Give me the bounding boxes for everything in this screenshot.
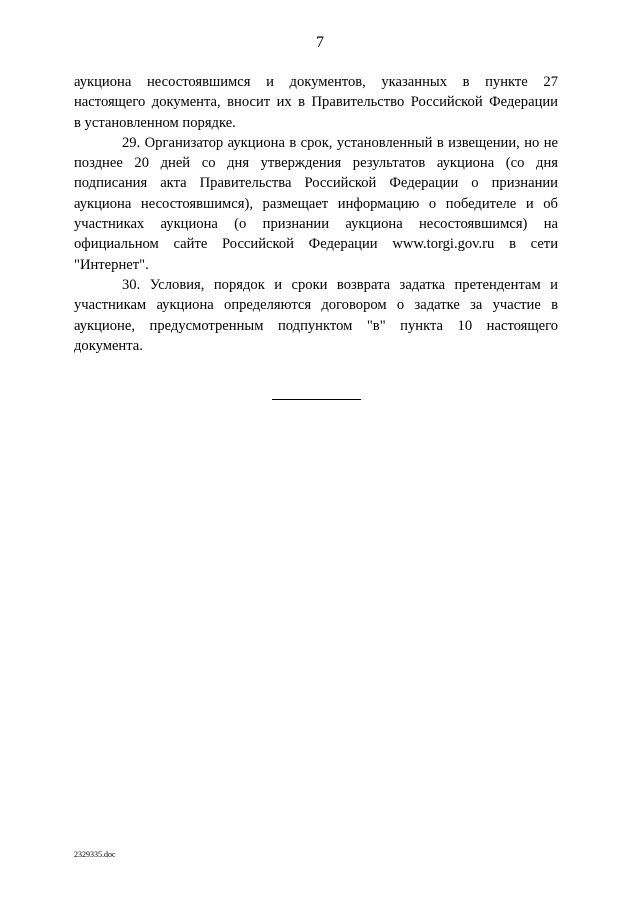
text-line: 29. Организатор аукциона в срок, установленный в извещении, но не — [122, 134, 558, 151]
document-body — [74, 72, 558, 356]
text-line: позднее 20 дней со дня утверждения результатов аукциона (со дня — [74, 155, 558, 172]
end-separator-line — [272, 399, 361, 400]
paragraph-30 — [74, 275, 558, 356]
text-line: документа. — [74, 337, 143, 354]
text-line: настоящего документа, вносит их в Правительство Российской Федерации — [74, 94, 558, 111]
text-line: аукционе, предусмотренным подпунктом "в" пункта 10 настоящего — [74, 317, 558, 334]
text-line: 30. Условия, порядок и сроки возврата задатка претендентам и — [122, 276, 558, 293]
text-line: аукциона несостоявшимся), размещает информацию о победителе и об — [74, 195, 558, 212]
text-line: "Интернет". — [74, 256, 149, 273]
page-number: 7 — [316, 34, 324, 51]
footer-filename: 2329335.doc — [74, 850, 116, 859]
text-line: в установленном порядке. — [74, 114, 236, 131]
text-line: участниках аукциона (о признании аукциона несостоявшимся) на — [74, 216, 558, 233]
text-line: официальном сайте Российской Федерации www.torgi.gov.ru в сети — [74, 236, 558, 253]
text-line: аукциона несостоявшимся и документов, указанных в пункте 27 — [74, 74, 558, 90]
text-line: подписания акта Правительства Российской Федерации о признании — [74, 175, 558, 192]
paragraph-continuation — [74, 72, 558, 133]
paragraph-29 — [74, 133, 558, 275]
text-line: участникам аукциона определяются договором о задатке за участие в — [74, 297, 558, 314]
